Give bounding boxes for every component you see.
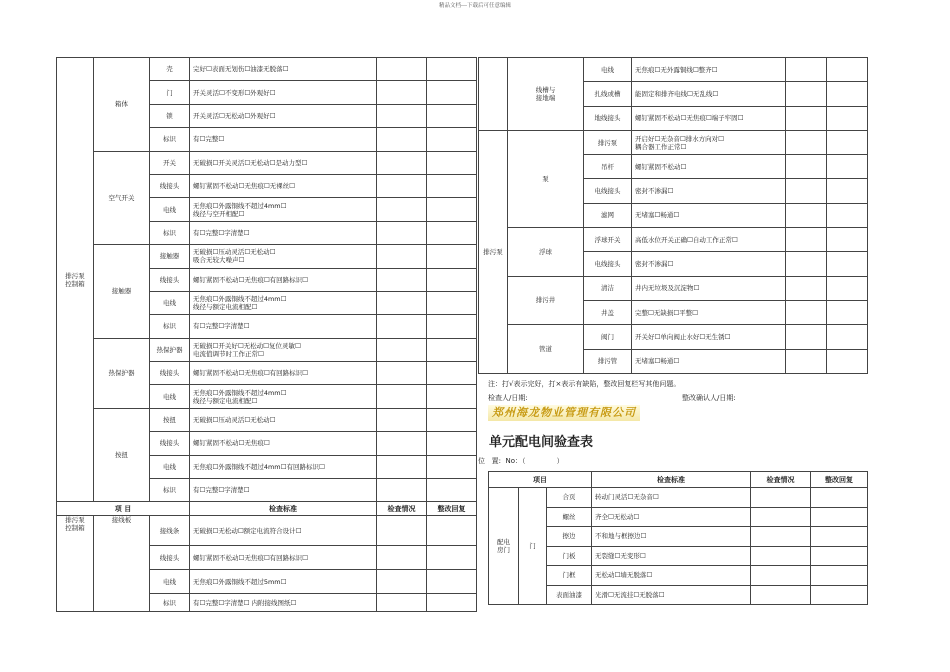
fix-cell[interactable] bbox=[427, 81, 477, 104]
check-cell[interactable] bbox=[377, 516, 427, 546]
right-inspection-table bbox=[478, 57, 868, 374]
standard-text: 不和地与框擦边☐ bbox=[592, 527, 751, 547]
form-title: 单元配电间验查表 bbox=[489, 435, 594, 450]
item-label: 合页 bbox=[547, 488, 592, 508]
item-label: 门框 bbox=[547, 566, 592, 586]
standard-text: 螺钉紧固不松动☐无焦痕☐ bbox=[190, 432, 377, 455]
item-label: 锁 bbox=[150, 104, 190, 127]
check-cell[interactable] bbox=[786, 300, 827, 324]
company-name-banner: 郑州海龙物业管理有限公司 bbox=[488, 405, 640, 421]
standard-text: 螺钉紧固不松动☐无焦痕☐无裸丝☐ bbox=[190, 174, 377, 197]
fix-cell[interactable] bbox=[827, 228, 868, 252]
check-cell[interactable] bbox=[786, 325, 827, 349]
header-fix: 整改回复 bbox=[811, 472, 868, 488]
item-label: 擦边 bbox=[547, 527, 592, 547]
fix-cell[interactable] bbox=[427, 198, 477, 221]
section-label: 热保护器 bbox=[94, 338, 150, 408]
header-check: 检查情况 bbox=[751, 472, 811, 488]
section-label: 按扭 bbox=[94, 408, 150, 502]
check-cell[interactable] bbox=[377, 546, 427, 570]
fix-cell[interactable] bbox=[427, 174, 477, 197]
check-cell[interactable] bbox=[377, 455, 427, 478]
location-field[interactable]: 位 置: No：（ ） bbox=[478, 457, 564, 465]
standard-text: 有☐完整☐字清楚☐ bbox=[190, 315, 377, 338]
table-row bbox=[57, 516, 477, 546]
fix-cell[interactable] bbox=[427, 385, 477, 408]
check-cell[interactable] bbox=[786, 106, 827, 130]
check-cell[interactable] bbox=[751, 585, 811, 605]
fix-cell[interactable] bbox=[427, 245, 477, 268]
check-cell[interactable] bbox=[786, 130, 827, 154]
fix-cell[interactable] bbox=[427, 151, 477, 174]
section-label: 浮球 bbox=[508, 228, 584, 277]
check-cell[interactable] bbox=[377, 362, 427, 385]
standard-text: 开关好☐单向阀止水好☐无生锈☐ bbox=[632, 325, 786, 349]
legend-note: 注：打√表示完好，打×表示有缺陷，整改回复栏写其他问题。 bbox=[488, 380, 681, 388]
item-label: 壳 bbox=[150, 58, 190, 81]
fix-cell[interactable] bbox=[827, 155, 868, 179]
check-cell[interactable] bbox=[377, 128, 427, 151]
fix-cell[interactable] bbox=[811, 585, 868, 605]
fix-cell[interactable] bbox=[427, 455, 477, 478]
standard-text: 开启好☐无杂音☐排水方向对☐ 耦合器工作正常☐ bbox=[632, 130, 786, 154]
item-label: 电线 bbox=[150, 570, 190, 594]
table-row bbox=[479, 228, 868, 252]
check-cell[interactable] bbox=[377, 58, 427, 81]
check-cell[interactable] bbox=[377, 245, 427, 268]
fix-cell[interactable] bbox=[827, 82, 868, 106]
fix-cell[interactable] bbox=[427, 408, 477, 431]
item-label: 热保护器 bbox=[150, 338, 190, 361]
standard-text: 螺钉紧固不松动☐ bbox=[632, 155, 786, 179]
check-cell[interactable] bbox=[786, 58, 827, 82]
item-label: 线接头 bbox=[150, 362, 190, 385]
item-label: 表面油漆 bbox=[547, 585, 592, 605]
fix-cell[interactable] bbox=[427, 291, 477, 314]
fix-cell[interactable] bbox=[827, 179, 868, 203]
check-cell[interactable] bbox=[377, 221, 427, 244]
check-cell[interactable] bbox=[751, 488, 811, 508]
section-label: 门 bbox=[519, 488, 547, 605]
group-label: 排污泵 控制箱 bbox=[57, 58, 94, 502]
item-label: 滤网 bbox=[584, 203, 632, 227]
standard-text: 光滑☐无流挂☐无脱落☐ bbox=[592, 585, 751, 605]
item-label: 标识 bbox=[150, 594, 190, 612]
check-cell[interactable] bbox=[786, 228, 827, 252]
standard-text: 无焦痕☐外露铜线不超过4mm☐有回路标识☐ bbox=[190, 455, 377, 478]
check-cell[interactable] bbox=[786, 203, 827, 227]
standard-text: 螺钉紧固不松动☐无焦痕☐有回路标识☐ bbox=[190, 268, 377, 291]
fix-cell[interactable] bbox=[811, 527, 868, 547]
standard-text: 无破损☐开关好☐无松动☐复位灵敏☐ 电流值调节时工作正常☐ bbox=[190, 338, 377, 361]
standard-text: 无破损☐压动灵活☐无松动☐ bbox=[190, 408, 377, 431]
check-cell[interactable] bbox=[377, 81, 427, 104]
item-label: 扎线或槽 bbox=[584, 82, 632, 106]
item-label: 清洁 bbox=[584, 276, 632, 300]
item-label: 排污泵 bbox=[584, 130, 632, 154]
fix-cell[interactable] bbox=[427, 338, 477, 361]
standard-text: 转动门灵活☐无杂音☐ bbox=[592, 488, 751, 508]
item-label: 浮球开关 bbox=[584, 228, 632, 252]
check-cell[interactable] bbox=[377, 291, 427, 314]
section-label: 空气开关 bbox=[94, 151, 150, 245]
check-cell[interactable] bbox=[377, 385, 427, 408]
fix-cell[interactable] bbox=[827, 325, 868, 349]
group-label: 配电 房门 bbox=[489, 488, 519, 605]
fix-cell[interactable] bbox=[427, 315, 477, 338]
header-standard: 检查标准 bbox=[592, 472, 751, 488]
item-label: 电线接头 bbox=[584, 179, 632, 203]
item-label: 电线 bbox=[584, 58, 632, 82]
item-label: 阀门 bbox=[584, 325, 632, 349]
fix-cell[interactable] bbox=[827, 106, 868, 130]
table-row bbox=[489, 488, 868, 508]
item-label: 电线 bbox=[150, 291, 190, 314]
fix-cell[interactable] bbox=[811, 546, 868, 566]
item-label: 标识 bbox=[150, 315, 190, 338]
item-label: 线接头 bbox=[150, 546, 190, 570]
item-label: 按扭 bbox=[150, 408, 190, 431]
standard-text: 无焦痕☐外露铜线不超过4mm☐ 线径与额定电流相配☐ bbox=[190, 385, 377, 408]
check-cell[interactable] bbox=[786, 252, 827, 276]
standard-text: 无破损☐无松动☐额定电流符合设计☐ bbox=[190, 516, 377, 546]
standard-text: 无焦痕☐无外露铜线☐整齐☐ bbox=[632, 58, 786, 82]
header-fix: 整改回复 bbox=[427, 502, 477, 516]
item-label: 电线 bbox=[150, 385, 190, 408]
header-row bbox=[57, 502, 477, 516]
item-label: 接线条 bbox=[150, 516, 190, 546]
check-cell[interactable] bbox=[786, 349, 827, 373]
check-cell[interactable] bbox=[377, 408, 427, 431]
check-cell[interactable] bbox=[377, 479, 427, 502]
check-cell[interactable] bbox=[377, 104, 427, 127]
inspector-signature-label: 检查人/日期: bbox=[488, 394, 528, 402]
table-row bbox=[479, 58, 868, 82]
check-cell[interactable] bbox=[786, 82, 827, 106]
standard-text: 无焦痕☐外露铜线不超过5mm☐ bbox=[190, 570, 377, 594]
table-row bbox=[57, 245, 477, 268]
fix-cell[interactable] bbox=[427, 516, 477, 546]
section-label: 泵 bbox=[508, 130, 584, 227]
standard-text: 完整☐无缺损☐平整☐ bbox=[632, 300, 786, 324]
item-label: 开关 bbox=[150, 151, 190, 174]
check-cell[interactable] bbox=[377, 198, 427, 221]
check-cell[interactable] bbox=[377, 268, 427, 291]
check-cell[interactable] bbox=[377, 174, 427, 197]
fix-cell[interactable] bbox=[827, 58, 868, 82]
check-cell[interactable] bbox=[751, 507, 811, 527]
check-cell[interactable] bbox=[786, 276, 827, 300]
header-check: 检查情况 bbox=[377, 502, 427, 516]
item-label: 接触器 bbox=[150, 245, 190, 268]
fix-cell[interactable] bbox=[827, 252, 868, 276]
standard-text: 密封不渗漏☐ bbox=[632, 252, 786, 276]
group-label bbox=[479, 58, 508, 131]
check-cell[interactable] bbox=[377, 432, 427, 455]
table-row bbox=[57, 151, 477, 174]
section-label: 接触器 bbox=[94, 245, 150, 339]
standard-text: 有☐完整☐字清楚☐ bbox=[190, 479, 377, 502]
table-row bbox=[57, 338, 477, 361]
fix-cell[interactable] bbox=[427, 268, 477, 291]
standard-text: 开关灵活☐无松动☐外观好☐ bbox=[190, 104, 377, 127]
standard-text: 井内无垃圾及沉淀物☐ bbox=[632, 276, 786, 300]
item-label: 螺丝 bbox=[547, 507, 592, 527]
fix-cell[interactable] bbox=[427, 128, 477, 151]
standard-text: 螺钉紧固不松动☐无焦痕☐端子牢固☐ bbox=[632, 106, 786, 130]
group-label: 排污泵 控制箱 bbox=[57, 516, 94, 612]
fix-cell[interactable] bbox=[811, 507, 868, 527]
table-row bbox=[57, 58, 477, 81]
check-cell[interactable] bbox=[377, 338, 427, 361]
fix-cell[interactable] bbox=[827, 203, 868, 227]
standard-text: 有☐完整☐字清楚☐ 内附接线图纸☐ bbox=[190, 594, 377, 612]
check-cell[interactable] bbox=[751, 527, 811, 547]
table-row bbox=[479, 325, 868, 349]
standard-text: 能固定和排齐电线☐无乱线☐ bbox=[632, 82, 786, 106]
standard-text: 齐全☐无松动☐ bbox=[592, 507, 751, 527]
check-cell[interactable] bbox=[377, 315, 427, 338]
check-cell[interactable] bbox=[751, 566, 811, 586]
check-cell[interactable] bbox=[377, 151, 427, 174]
fix-cell[interactable] bbox=[427, 362, 477, 385]
item-label: 电线 bbox=[150, 455, 190, 478]
section-label: 接线板 bbox=[94, 516, 150, 612]
check-cell[interactable] bbox=[751, 546, 811, 566]
item-label: 地线接头 bbox=[584, 106, 632, 130]
fix-cell[interactable] bbox=[427, 221, 477, 244]
standard-text: 无破损☐压动灵活☐无松动☐ 吸合无较大噪声☐ bbox=[190, 245, 377, 268]
table-row bbox=[479, 130, 868, 154]
section-label: 排污井 bbox=[508, 276, 584, 325]
fix-cell[interactable] bbox=[827, 300, 868, 324]
fix-cell[interactable] bbox=[427, 570, 477, 594]
item-label: 吊杆 bbox=[584, 155, 632, 179]
item-label: 线接头 bbox=[150, 268, 190, 291]
check-cell[interactable] bbox=[786, 155, 827, 179]
check-cell[interactable] bbox=[377, 570, 427, 594]
standard-text: 有☐完整☐ bbox=[190, 128, 377, 151]
standard-text: 完好☐表面无划伤☐油漆无脱落☐ bbox=[190, 58, 377, 81]
standard-text: 无堵塞☐畅通☐ bbox=[632, 203, 786, 227]
standard-text: 螺钉紧固不松动☐无焦痕☐有回路标识☐ bbox=[190, 362, 377, 385]
standard-text: 无裂缝☐无变形☐ bbox=[592, 546, 751, 566]
item-label: 电线 bbox=[150, 198, 190, 221]
left-inspection-table bbox=[56, 57, 477, 612]
section-label: 线槽与 接地端 bbox=[508, 58, 584, 131]
standard-text: 高低水位开关正确☐自动工作正常☐ bbox=[632, 228, 786, 252]
item-label: 门板 bbox=[547, 546, 592, 566]
standard-text: 无松动☐墙无脱落☐ bbox=[592, 566, 751, 586]
fix-cell[interactable] bbox=[427, 479, 477, 502]
standard-text: 螺钉紧固不松动☐无焦痕☐有回路标识☐ bbox=[190, 546, 377, 570]
item-label: 电线接头 bbox=[584, 252, 632, 276]
item-label: 标识 bbox=[150, 221, 190, 244]
section-label: 箱体 bbox=[94, 58, 150, 152]
section-label: 管道 bbox=[508, 325, 584, 374]
standard-text: 无堵塞☐畅通☐ bbox=[632, 349, 786, 373]
header-row bbox=[489, 472, 868, 488]
item-label: 门 bbox=[150, 81, 190, 104]
item-label: 标识 bbox=[150, 128, 190, 151]
item-label: 线接头 bbox=[150, 174, 190, 197]
group-label: 排污泵 bbox=[479, 130, 508, 373]
header-item: 项 目 bbox=[57, 502, 190, 516]
table-row bbox=[479, 276, 868, 300]
fix-cell[interactable] bbox=[427, 594, 477, 612]
fix-cell[interactable] bbox=[827, 276, 868, 300]
standard-text: 无焦痕☐外露铜线不超过4mm☐ 线径与额定电流相配☐ bbox=[190, 291, 377, 314]
item-label: 线接头 bbox=[150, 432, 190, 455]
item-label: 排污管 bbox=[584, 349, 632, 373]
check-cell[interactable] bbox=[786, 179, 827, 203]
item-label: 井盖 bbox=[584, 300, 632, 324]
fix-cell[interactable] bbox=[427, 432, 477, 455]
fix-cell[interactable] bbox=[827, 349, 868, 373]
standard-text: 无破损☐开关灵活☐无松动☐是动力型☐ bbox=[190, 151, 377, 174]
standard-text: 开关灵活☐不变形☐外观好☐ bbox=[190, 81, 377, 104]
fix-cell[interactable] bbox=[427, 546, 477, 570]
standard-text: 有☐完整☐字清楚☐ bbox=[190, 221, 377, 244]
fix-cell[interactable] bbox=[811, 488, 868, 508]
distribution-room-table bbox=[488, 471, 868, 605]
standard-text: 密封不渗漏☐ bbox=[632, 179, 786, 203]
item-label: 标识 bbox=[150, 479, 190, 502]
check-cell[interactable] bbox=[377, 594, 427, 612]
fix-cell[interactable] bbox=[827, 130, 868, 154]
top-note: 精品文档---下载后可任意编辑 bbox=[439, 3, 511, 9]
table-row bbox=[57, 408, 477, 431]
fix-cell[interactable] bbox=[811, 566, 868, 586]
header-standard: 检查标准 bbox=[190, 502, 377, 516]
header-item: 项目 bbox=[489, 472, 592, 488]
fix-cell[interactable] bbox=[427, 58, 477, 81]
standard-text: 无焦痕☐外露铜线不超过4mm☐ 线径与空开相配☐ bbox=[190, 198, 377, 221]
fix-cell[interactable] bbox=[427, 104, 477, 127]
confirmer-signature-label: 整改确认人/日期: bbox=[682, 394, 736, 402]
